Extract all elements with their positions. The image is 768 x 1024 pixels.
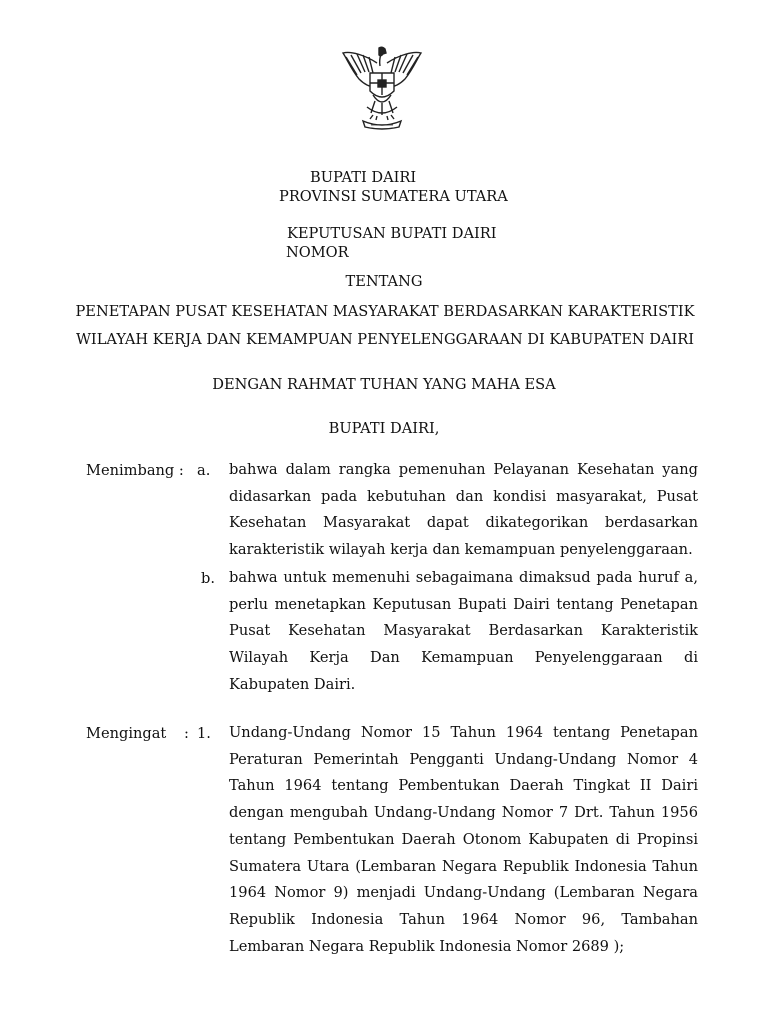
regent-heading: BUPATI DAIRI, (328, 420, 440, 437)
decree-subject-line-1: PENETAPAN PUSAT KESEHATAN MASYARAKAT BERDASARKAN KARAKTERISTIK (75, 303, 695, 320)
mengingat-colon: : (184, 725, 189, 742)
menimbang-marker-b: b. (201, 570, 215, 587)
garuda-emblem-icon (337, 45, 427, 131)
invocation: DENGAN RAHMAT TUHAN YANG MAHA ESA (212, 376, 556, 393)
about-heading: TENTANG (345, 273, 423, 290)
decree-title: KEPUTUSAN BUPATI DAIRI (287, 225, 497, 242)
decree-subject-line-2: WILAYAH KERJA DAN KEMAMPUAN PENYELENGGARAAN DI KABUPATEN DAIRI (75, 331, 695, 348)
decree-subject (60, 298, 710, 354)
province-title: PROVINSI SUMATERA UTARA (279, 188, 508, 205)
menimbang-label: Menimbang : (86, 462, 184, 479)
menimbang-item-b: bahwa untuk memenuhi sebagaimana dimaksud pada huruf a, perlu menetapkan Keputusan Bupati Dairi tentang Penetapan Pusat Kesehatan Masyarakat Berdasarkan Karakteristik Wilayah Kerja Dan Kemampuan Penyelenggaraan di Kabupaten Dairi. (229, 569, 698, 693)
menimbang-item-a: bahwa dalam rangka pemenuhan Pelayanan Kesehatan yang didasarkan pada kebutuhan dan kondisi masyarakat, Pusat Kesehatan Masyarakat dapat dikategorikan berdasarkan karakteristik wilayah kerja dan kemampuan penyelenggaraan. (229, 461, 698, 559)
issuer-title: BUPATI DAIRI (310, 169, 417, 186)
mengingat-label: Mengingat (86, 725, 167, 742)
mengingat-marker-1: 1. (197, 725, 211, 742)
menimbang-marker-a: a. (197, 462, 211, 479)
decree-number: NOMOR (286, 244, 349, 261)
mengingat-item-1: Undang-Undang Nomor 15 Tahun 1964 tentang Penetapan Peraturan Pemerintah Pengganti Undang-Undang Nomor 4 Tahun 1964 tentang Pembentukan Daerah Tingkat II Dairi dengan mengubah Undang-Undang Nomor 7 Drt. Tahun 1956 tentang Pembentukan Daerah Otonom Kabupaten di Propinsi Sumatera Utara (Lembaran Negara Republik Indonesia Tahun 1964 Nomor 9) menjadi Undang-Undang (Lembaran Negara Republik Indonesia Tahun 1964 Nomor 96, Tambahan Lembaran Negara Republik Indonesia Nomor 2689 ); (229, 724, 698, 955)
